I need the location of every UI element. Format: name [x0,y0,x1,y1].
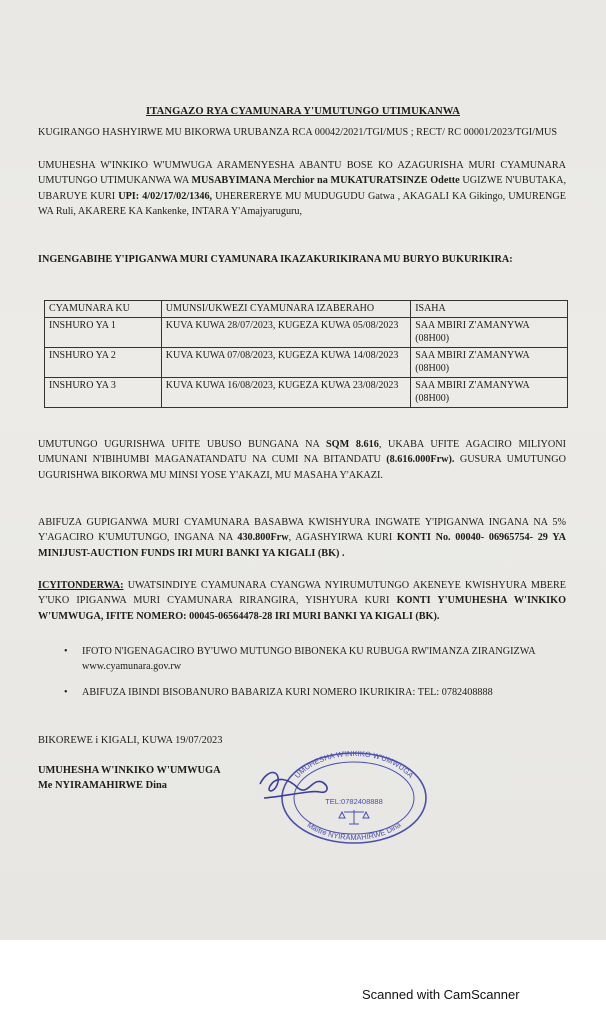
deposit-amount: 430.800Frw [237,532,289,544]
upi-label: UPI: [118,190,140,202]
note-account: KONTI Y'UMUHESHA W'INKIKO W'UMWUGA, IFITE NOMERO: 00045-06564478-28 IRI MURI BANKI YA KIGALI (BK). [38,595,566,622]
intro-text-1: UMUHESHA W'INKIKO W'UMWUGA ARAMENYESHA ABANTU BOSE KO AZAGURISHA MURI CYAMUNARA UMUTUNGO UTIMUKANWA WA [38,160,566,187]
table-cell: INSHURO YA 3 [45,377,162,407]
auction-schedule-table [44,300,568,408]
table-cell: SAA MBIRI Z'AMANYWA (08H00) [411,347,568,377]
bullet-icon: • [64,686,68,698]
official-stamp-icon [258,748,438,844]
value-text-2: , UKABA UFITE AGACIRO MILIYONI UMUNANI N'IBIHUMBI MAGANATANDATU NA CUMI NA BITANDATU [38,439,566,466]
intro-text-2: UGIZWE N'UBUTAKA, UBARUYE KURI [38,175,566,202]
property-area: SQM 8.616 [326,439,379,450]
deposit-text-2: , AGASHYIRWA KURI [288,532,397,544]
bullet-icon: • [64,646,68,657]
stamp-bottom-text: Maître NYIRAMAHIRWE Dina [305,820,403,843]
intro-text-3: UHERERERYE MU MUDUGUDU Gatwa , AKAGALI KA Gikingo, UMURENGE WA Ruli, AKARERE KA Kankenke, INTARA Y'Amajyaruguru, [38,190,566,218]
signatory-name: Me NYIRAMAHIRWE Dina [38,780,167,791]
table-row [45,347,568,377]
table-header-cell: ISAHA [411,301,568,318]
date-line: BIKOREWE i KIGALI, KUWA 19/07/2023 [38,735,223,746]
stamp-top-text: UMUHESHA W'INKIKO W'UMWUGA [292,748,416,780]
table-cell: INSHURO YA 1 [45,317,162,347]
note-text: UWATSINDIYE CYAMUNARA CYANGWA NYIRUMUTUNGO AKENEYE KWISHYURA MBERE Y'UKO IPIGANWA MURI CYAMUNARA RIRANGIRA, YISHYURA KURI [38,580,566,607]
reference-paragraph: KUGIRANGO HASHYIRWE MU BIKORWA URUBANZA RCA 00042/2021/TGI/MUS ; RECT/ RC 00001/2023/TGI/MUS [38,127,558,138]
value-text-3: GUSURA UMUTUNGO UGURISHWA BIKORWA MU MINSI YOSE Y'AKAZI, MU MASAHA Y'AKAZI. [38,454,566,481]
note-paragraph [38,578,566,624]
info-bullet-list [60,644,560,710]
value-paragraph [38,437,566,483]
deposit-text-1: ABIFUZA GUPIGANWA MURI CYAMUNARA BASABWA KWISHYURA INGWATE Y'IPIGANWA INGANA NA 5% Y'AGACIRO K'UMUTUNGO, INGANA NA [38,517,566,544]
deposit-paragraph [38,515,566,561]
property-value: (8.616.000Frw). [386,454,455,466]
scanner-watermark: Scanned with CamScanner [362,987,520,1002]
scales-icon [339,810,369,824]
list-item [60,685,560,700]
table-cell: SAA MBIRI Z'AMANYWA (08H00) [411,377,568,407]
signatory-role: UMUHESHA W'INKIKO W'UMWUGA [38,765,221,776]
upi-number: 4/02/17/02/1346, [139,190,213,202]
bullet-text: IFOTO N'IGENAGACIRO BY'UWO MUTUNGO BIBONEKA KU RUBUGA RW'IMANZA ZIRANGIZWA www.cyamunara.gov.rw [82,646,535,673]
table-cell: SAA MBIRI Z'AMANYWA (08H00) [411,317,568,347]
deposit-account: KONTI No. 00040- 06965754- 29 YA MINIJUST-AUCTION FUNDS IRI MURI BANKI YA KIGALI (BK) . [38,532,566,559]
value-text-1: UMUTUNGO UGURISHWA UFITE UBUSO BUNGANA NA [38,439,326,450]
schedule-heading: INGENGABIHE Y'IPIGANWA MURI CYAMUNARA IKAZAKURIKIRANA MU BURYO BUKURIKIRA: [38,254,513,265]
table-row [45,377,568,407]
table-cell: KUVA KUWA 16/08/2023, KUGEZA KUWA 23/08/2023 [161,377,410,407]
property-owners: MUSABYIMANA Merchior na MUKATURATSINZE Odette [191,175,460,187]
document-title: ITANGAZO RYA CYAMUNARA Y'UMUTUNGO UTIMUKANWA [145,106,460,117]
table-cell: INSHURO YA 2 [45,347,162,377]
list-item [60,644,560,675]
table-cell: KUVA KUWA 07/08/2023, KUGEZA KUWA 14/08/2023 [161,347,410,377]
note-label: ICYITONDERWA: [38,580,124,591]
bullet-text: ABIFUZA IBINDI BISOBANURO BABARIZA KURI NOMERO IKURIKIRA: TEL: 0782408888 [82,686,493,698]
stamp-tel: TEL:0782408888 [325,797,383,806]
intro-paragraph [38,158,566,220]
table-row [45,317,568,347]
handwritten-signature [260,773,327,799]
table-header-cell: UMUNSI/UKWEZI CYAMUNARA IZABERAHO [161,301,410,318]
table-header-row [45,301,568,318]
table-header-cell: CYAMUNARA KU [45,301,162,318]
table-cell: KUVA KUWA 28/07/2023, KUGEZA KUWA 05/08/2023 [161,317,410,347]
